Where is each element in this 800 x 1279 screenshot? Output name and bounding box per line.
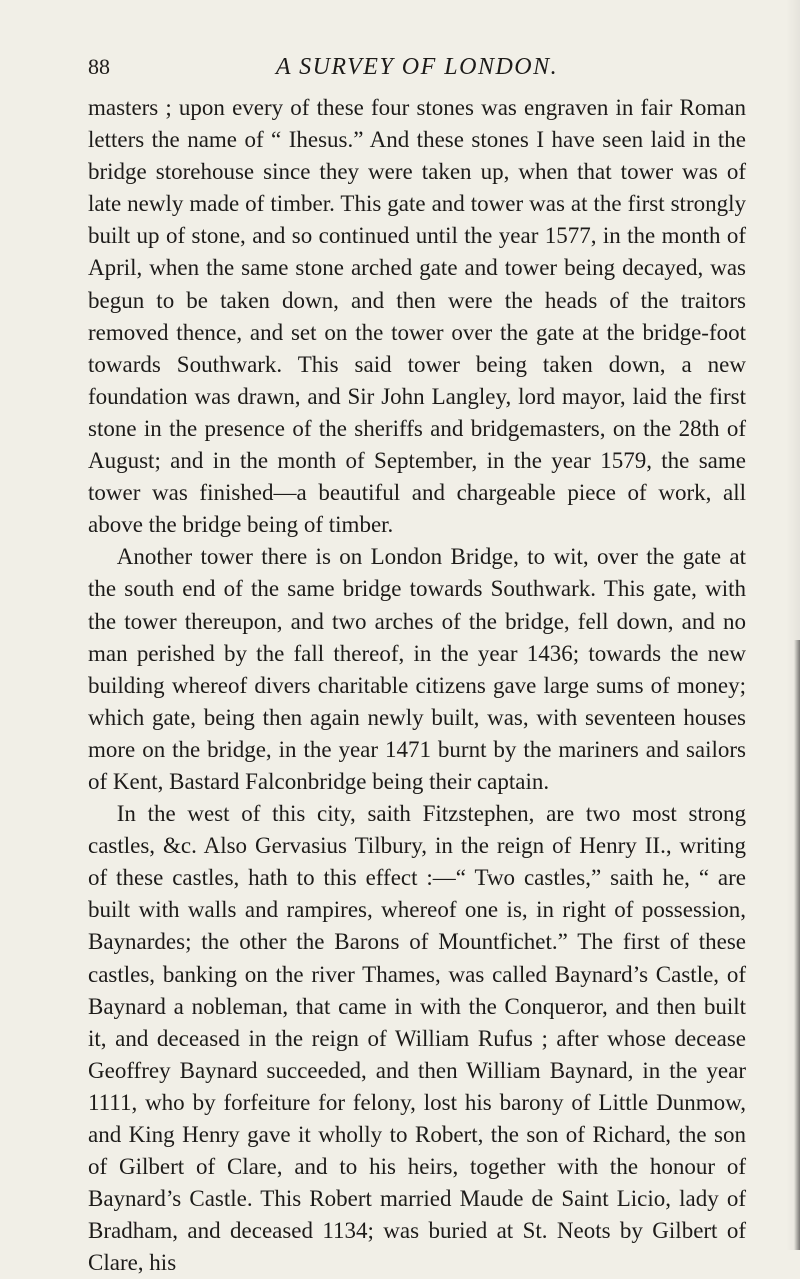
paragraph-south-gate: Another tower there is on London Bridge, to wit, over the gate at the south end of the same bridge towards Southwark. This gate, with the tower thereupon, and two arches of the bridge, fell down, and no man perished by the fall thereof, in the year 1436; towards the new building whereof divers charitable citizens gave large sums of money; which gate, being then again newly built, was, with seventeen houses more on the bridge, in the year 1471 burnt by the mariners and sailors of Kent, Bastard Falconbridge being their captain. <box>88 544 746 794</box>
page-number: 88 <box>88 54 110 79</box>
running-title: A SURVEY OF LONDON. <box>275 54 559 80</box>
paragraph-continued: masters ; upon every of these four stones was engraven in fair Roman letters the name of “ Ihesus.” And these stones I have seen laid in the bridge storehouse since they were taken up, when that tower was of late newly made of timber. This gate and tower was at the first strongly built up of stone, and so continued until the year 1577, in the month of April, when the same stone arched gate and tower being decayed, was begun to be taken down, and then were the heads of the traitors removed thence, and set on the tower over the gate at the bridge-foot towards Southwark. This said tower being taken down, a new foundation was drawn, and Sir John Langley, lord mayor, laid the first stone in the presence of the sheriffs and bridgemasters, on the 28th of August; and in the month of September, in the year 1579, the same tower was finished—a beautiful and chargeable piece of work, all above the bridge being of timber. <box>88 95 746 538</box>
paragraph-castles: In the west of this city, saith Fitzstephen, are two most strong castles, &c. Also Gervasius Tilbury, in the reign of Henry II., writing of these castles, hath to this effect :—“ Two castles,” saith he, “ are built with walls and rampires, whereof one is, in right of possession, Baynardes; the other the Barons of Mountfichet.” The first of these castles, banking on the river Thames, was called Baynard’s Castle, of Baynard a nobleman, that came in with the Conqueror, and then built it, and deceased in the reign of William Rufus ; after whose decease Geoffrey Baynard succeeded, and then William Baynard, in the year 1111, who by forfeiture for felony, lost his barony of Little Dunmow, and King Henry gave it wholly to Robert, the son of Richard, the son of Gilbert of Clare, and to his heirs, together with the honour of Baynard’s Castle. This Robert married Maude de Saint Licio, lady of Bradham, and deceased 1134; was buried at St. Neots by Gilbert of Clare, his <box>88 801 746 1276</box>
body-text <box>88 92 746 1279</box>
page-edge-binding <box>794 640 800 1250</box>
running-head <box>88 50 746 84</box>
